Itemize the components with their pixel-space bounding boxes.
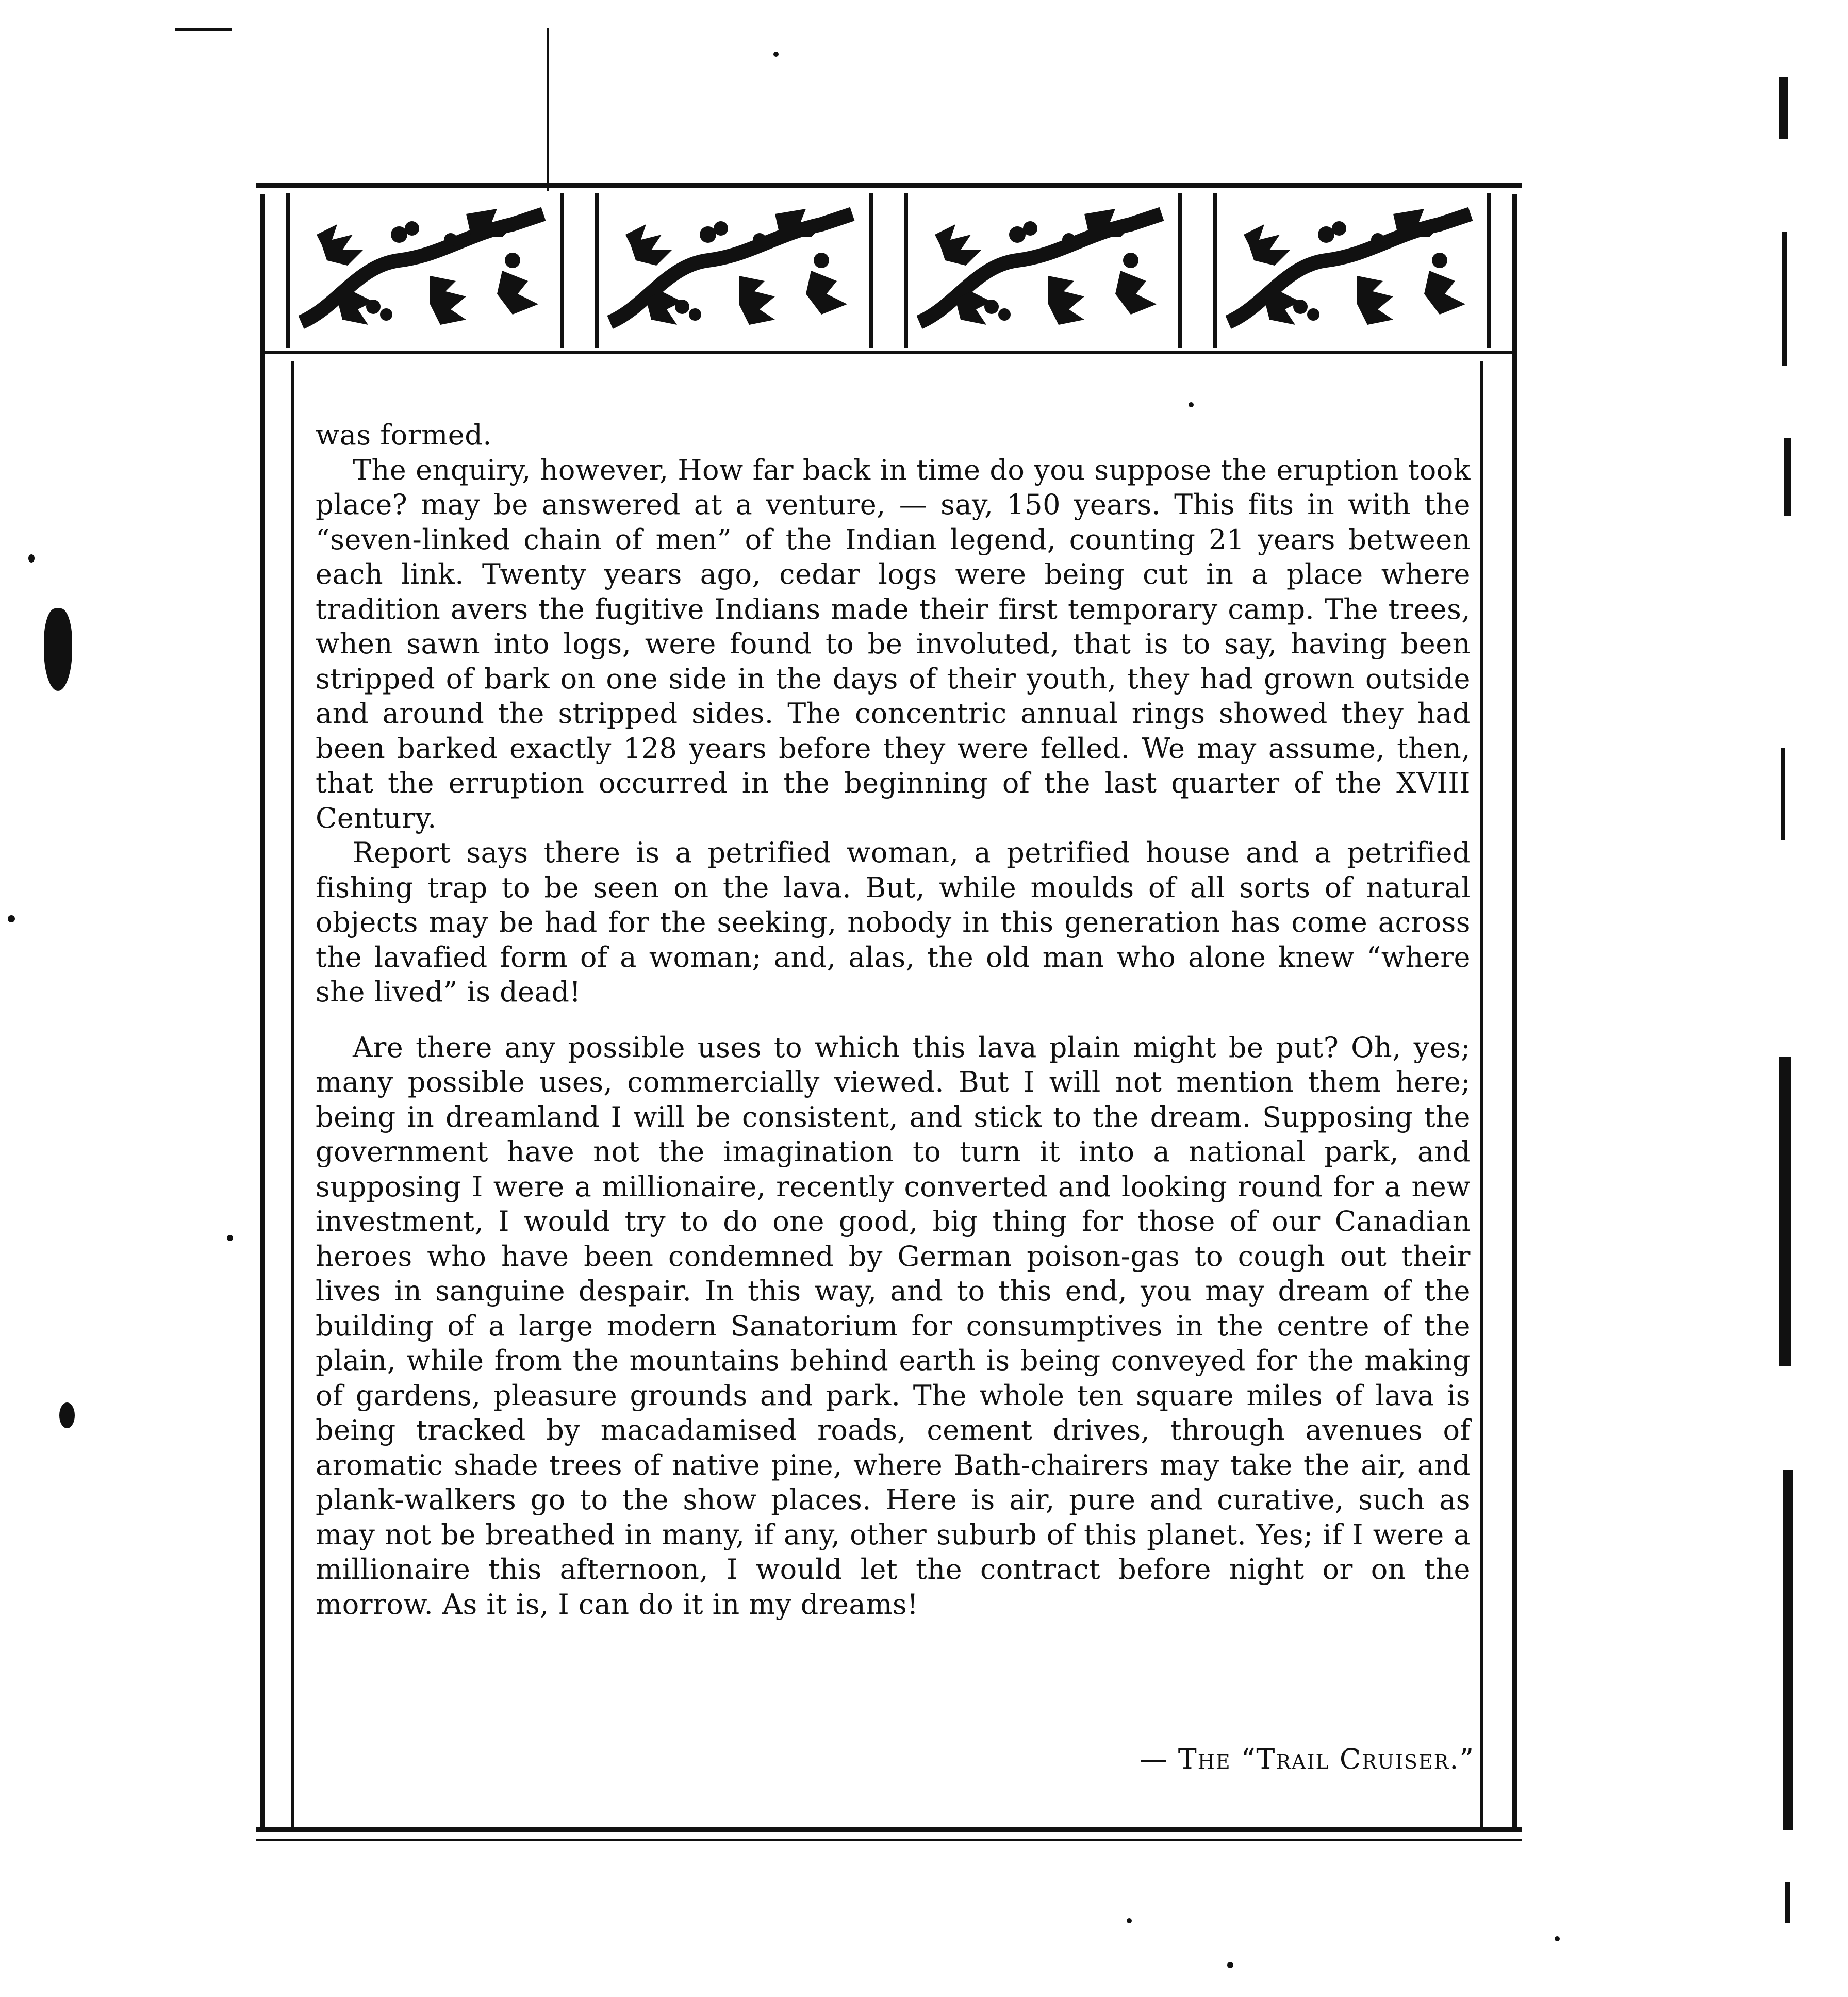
author-signature: — The “Trail Cruiser.” bbox=[1139, 1743, 1475, 1775]
scan-line bbox=[547, 28, 549, 191]
speck bbox=[227, 1235, 233, 1241]
speck bbox=[8, 915, 15, 922]
article-body bbox=[316, 418, 1471, 1622]
holly-panel bbox=[286, 193, 564, 348]
holly-branch-icon bbox=[605, 204, 863, 338]
holly-panel bbox=[595, 193, 873, 348]
frame-left-rule bbox=[260, 194, 265, 1831]
paragraph: The enquiry, however, How far back in time do you suppose the eruption took place? may be answered at a venture, — say, 150 years. This fits in with the “seven-linked chain of men” of the Indian legend, counting 21 years between each link. Twenty years ago, cedar logs were being cut in a place where tradition avers the fugitive Indians made their first temporary camp. The trees, when sawn into logs, were found to be involuted, that is to say, having been stripped of bark on one side in the days of their youth, they had grown outside and around the stripped sides. The concentric annual rings showed they had been barked exactly 128 years before they were felled. We may assume, then, that the erruption occurred in the beginning of the last quarter of the XVIII Century. bbox=[316, 453, 1471, 834]
frame-top-rule bbox=[256, 183, 1522, 188]
speck bbox=[1227, 1962, 1233, 1968]
speck bbox=[1189, 402, 1194, 407]
inner-right-rule bbox=[1480, 361, 1483, 1828]
holly-panel bbox=[904, 193, 1182, 348]
scan-edge-noise bbox=[1779, 77, 1810, 1985]
ornament-band bbox=[265, 193, 1512, 348]
speck bbox=[28, 554, 35, 563]
holly-branch-icon bbox=[914, 204, 1172, 338]
scan-mark bbox=[175, 28, 232, 31]
speck bbox=[1127, 1918, 1132, 1923]
holly-branch-icon bbox=[296, 204, 554, 338]
ornament-band-rule bbox=[265, 351, 1512, 354]
paragraph: Report says there is a petrified woman, a petrified house and a petrified fishing trap to be seen on the lava. But, while moulds of all sorts of natural objects may be had for the seeking, nobody in this generation has come across the lavafied form of a woman; and, alas, the old man who alone knew “where she lived” is dead! bbox=[316, 836, 1471, 1008]
inner-left-rule bbox=[291, 361, 294, 1828]
paragraph: Are there any possible uses to which this lava plain might be put? Oh, yes; many possible uses, commercially viewed. But I will not mention them here; being in dreamland I will be consistent, and stick to the dream. Supposing the government have not the imagination to turn it into a national park, and supposing I were a millionaire, recently converted and looking round for a new investment, I would try to do one good, big thing for those of our Canadian heroes who have been condemned by German poison-gas to cough out their lives in sanguine despair. In this way, and to this end, you may dream of the building of a large modern Sanatorium for consumptives in the centre of the plain, while from the mountains behind earth is being conveyed for the making of gardens, pleasure grounds and park. The whole ten square miles of lava is being tracked by macadamised roads, cement drives, through avenues of aromatic shade trees of native pine, where Bath-chairers may take the air, and plank-walkers go to the show places. Here is air, pure and curative, such as may not be breathed in many, if any, other suburb of this planet. Yes; if I were a millionaire this afternoon, I would let the contract before night or on the morrow. As it is, I can do it in my dreams! bbox=[316, 1031, 1471, 1621]
holly-panel bbox=[1213, 193, 1491, 348]
ink-blot bbox=[59, 1402, 75, 1428]
holly-branch-icon bbox=[1223, 204, 1481, 338]
frame-bottom-rule bbox=[256, 1827, 1522, 1832]
speck bbox=[1555, 1936, 1560, 1941]
frame-bottom-rule-thin bbox=[256, 1839, 1522, 1841]
ink-blot bbox=[44, 608, 72, 691]
paragraph: was formed. bbox=[316, 419, 492, 451]
frame-right-rule bbox=[1512, 194, 1517, 1831]
speck bbox=[773, 52, 779, 57]
